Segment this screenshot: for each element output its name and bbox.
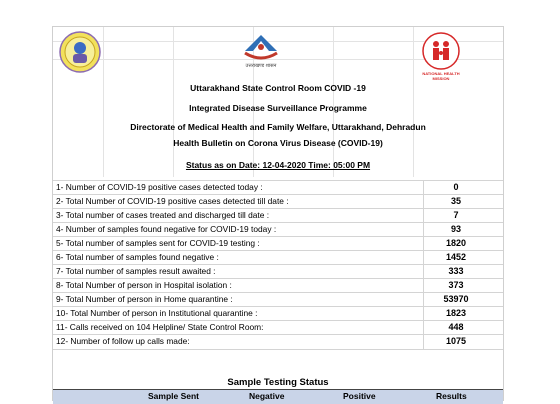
row-value: 93 <box>450 224 461 234</box>
row-value: 35 <box>450 196 461 206</box>
row-label: 10- Total Number of person in Institutional quarantine : <box>56 308 258 318</box>
sample-testing-header <box>53 389 503 404</box>
gridline <box>173 27 174 177</box>
directorate-name: Directorate of Medical Health and Family Welfare, Uttarakhand, Dehradun <box>130 122 426 132</box>
column-header-negative: Negative <box>249 391 285 401</box>
row-value: 1452 <box>445 252 467 262</box>
row-value: 1820 <box>445 238 467 248</box>
row-value: 333 <box>448 266 464 276</box>
row-value: 0 <box>453 182 459 192</box>
table-row <box>53 208 503 223</box>
row-label: 2- Total Number of COVID-19 positive cases detected till date : <box>56 196 289 206</box>
table-row <box>53 306 503 321</box>
bulletin-subtitle: Health Bulletin on Corona Virus Disease (COVID-19) <box>173 138 383 148</box>
column-header-positive: Positive <box>343 391 376 401</box>
row-value: 448 <box>448 322 464 332</box>
table-row <box>53 250 503 265</box>
row-label: 12- Number of follow up calls made: <box>56 336 190 346</box>
uttarakhand-emblem-logo <box>241 29 281 65</box>
gridline <box>103 27 104 177</box>
state-seal-logo <box>59 31 101 73</box>
row-label: 3- Total number of cases treated and discharged till date : <box>56 210 270 220</box>
table-row <box>53 320 503 335</box>
status-date-time: Status as on Date: 12-04-2020 Time: 05:00 PM <box>185 160 371 170</box>
row-label: 11- Calls received on 104 Helpline/ State Control Room: <box>56 322 264 332</box>
programme-name: Integrated Disease Surveillance Programme <box>189 103 367 113</box>
column-header-sample-sent: Sample Sent <box>148 391 200 401</box>
row-value: 373 <box>448 280 464 290</box>
row-label: 8- Total Number of person in Hospital isolation : <box>56 280 232 290</box>
nhm-logo <box>419 31 463 71</box>
table-row <box>53 180 503 195</box>
sample-testing-title: Sample Testing Status <box>227 377 329 388</box>
row-label: 9- Total Number of person in Home quarantine : <box>56 294 233 304</box>
table-row <box>53 264 503 279</box>
row-value: 1823 <box>445 308 467 318</box>
nhm-text: NATIONAL HEALTH MISSION <box>422 71 460 81</box>
table-row <box>53 194 503 209</box>
row-label: 4- Number of samples found negative for COVID-19 today : <box>56 224 277 234</box>
row-label: 1- Number of COVID-19 positive cases detected today : <box>56 182 263 192</box>
row-label: 5- Total number of samples sent for COVID-19 testing : <box>56 238 260 248</box>
row-label: 7- Total number of samples result awaited : <box>56 266 216 276</box>
table-row <box>53 334 503 350</box>
table-row <box>53 222 503 237</box>
table-row <box>53 292 503 307</box>
table-row <box>53 278 503 293</box>
gridline <box>413 27 414 177</box>
bulletin-title: Uttarakhand State Control Room COVID -19 <box>190 83 366 93</box>
table-row <box>53 236 503 251</box>
row-value: 1075 <box>445 336 467 346</box>
row-label: 6- Total number of samples found negative : <box>56 252 219 262</box>
gridline <box>333 27 334 177</box>
emblem-caption: उत्तराखण्ड शासन <box>245 63 277 69</box>
row-value: 53970 <box>443 294 469 304</box>
column-header-results: Results <box>436 391 467 401</box>
row-value: 7 <box>453 210 459 220</box>
bulletin-sheet <box>52 26 504 401</box>
